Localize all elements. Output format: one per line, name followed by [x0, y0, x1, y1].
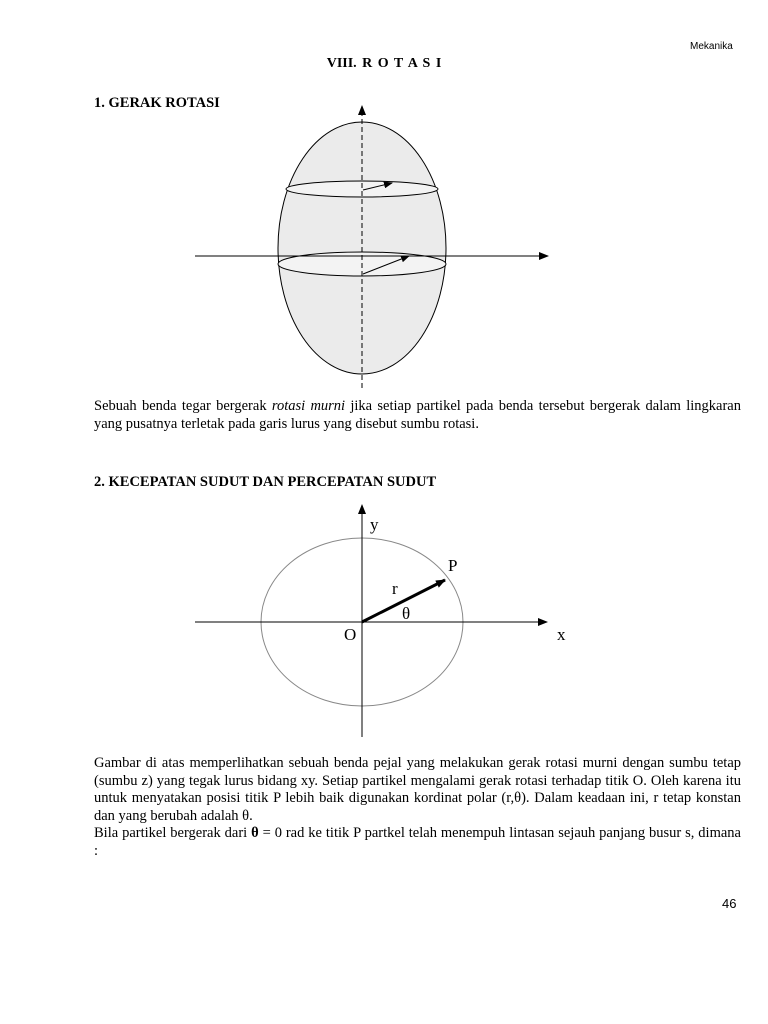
para1-after: jika setiap partikel pada benda tersebut bergerak dalam lingkaran yang pusatnya terletak pada garis lurus yang disebut sumbu rotasi.	[94, 398, 741, 432]
para3-before: Bila partikel bergerak dari	[94, 825, 252, 841]
label-x: x	[557, 625, 566, 644]
page-number: 46	[722, 896, 737, 911]
para1-italic-term: rotasi murni	[271, 398, 346, 414]
para3-theta: θ	[251, 825, 259, 841]
chapter-title: VIII. R O T A S I	[326, 56, 442, 71]
label-origin-o: O	[344, 625, 357, 644]
paragraph-polar-explanation	[94, 755, 741, 860]
label-p: P	[448, 556, 458, 575]
para2-text: Gambar di atas memperlihatkan sebuah benda pejal yang melakukan gerak rotasi murni dengan sumbu tetap (sumbu z) yang tegak lurus bidang xy. Setiap partikel mengalami gerak rotasi terhadap titik O. Oleh karena itu untuk menyatakan posisi titik P lebih baik digunakan kordinat polar (r,θ). Dalam keadaan ini, r tetap konstan dan yang berubah adalah θ.	[94, 755, 741, 824]
section-heading-kecepatan-sudut: 2. KECEPATAN SUDUT DAN PERCEPATAN SUDUT	[94, 474, 437, 490]
section-heading-gerak-rotasi: 1. GERAK ROTASI	[94, 95, 220, 111]
label-r: r	[392, 579, 398, 598]
label-theta: θ	[402, 604, 411, 623]
running-header: Mekanika	[690, 41, 733, 52]
para1-before: Sebuah benda tegar bergerak	[94, 398, 272, 414]
para3-after: = 0 rad ke titik P partkel telah menempuh lintasan sejauh panjang busur s, dimana :	[94, 825, 741, 859]
label-y: y	[370, 515, 379, 534]
para3	[94, 825, 741, 860]
